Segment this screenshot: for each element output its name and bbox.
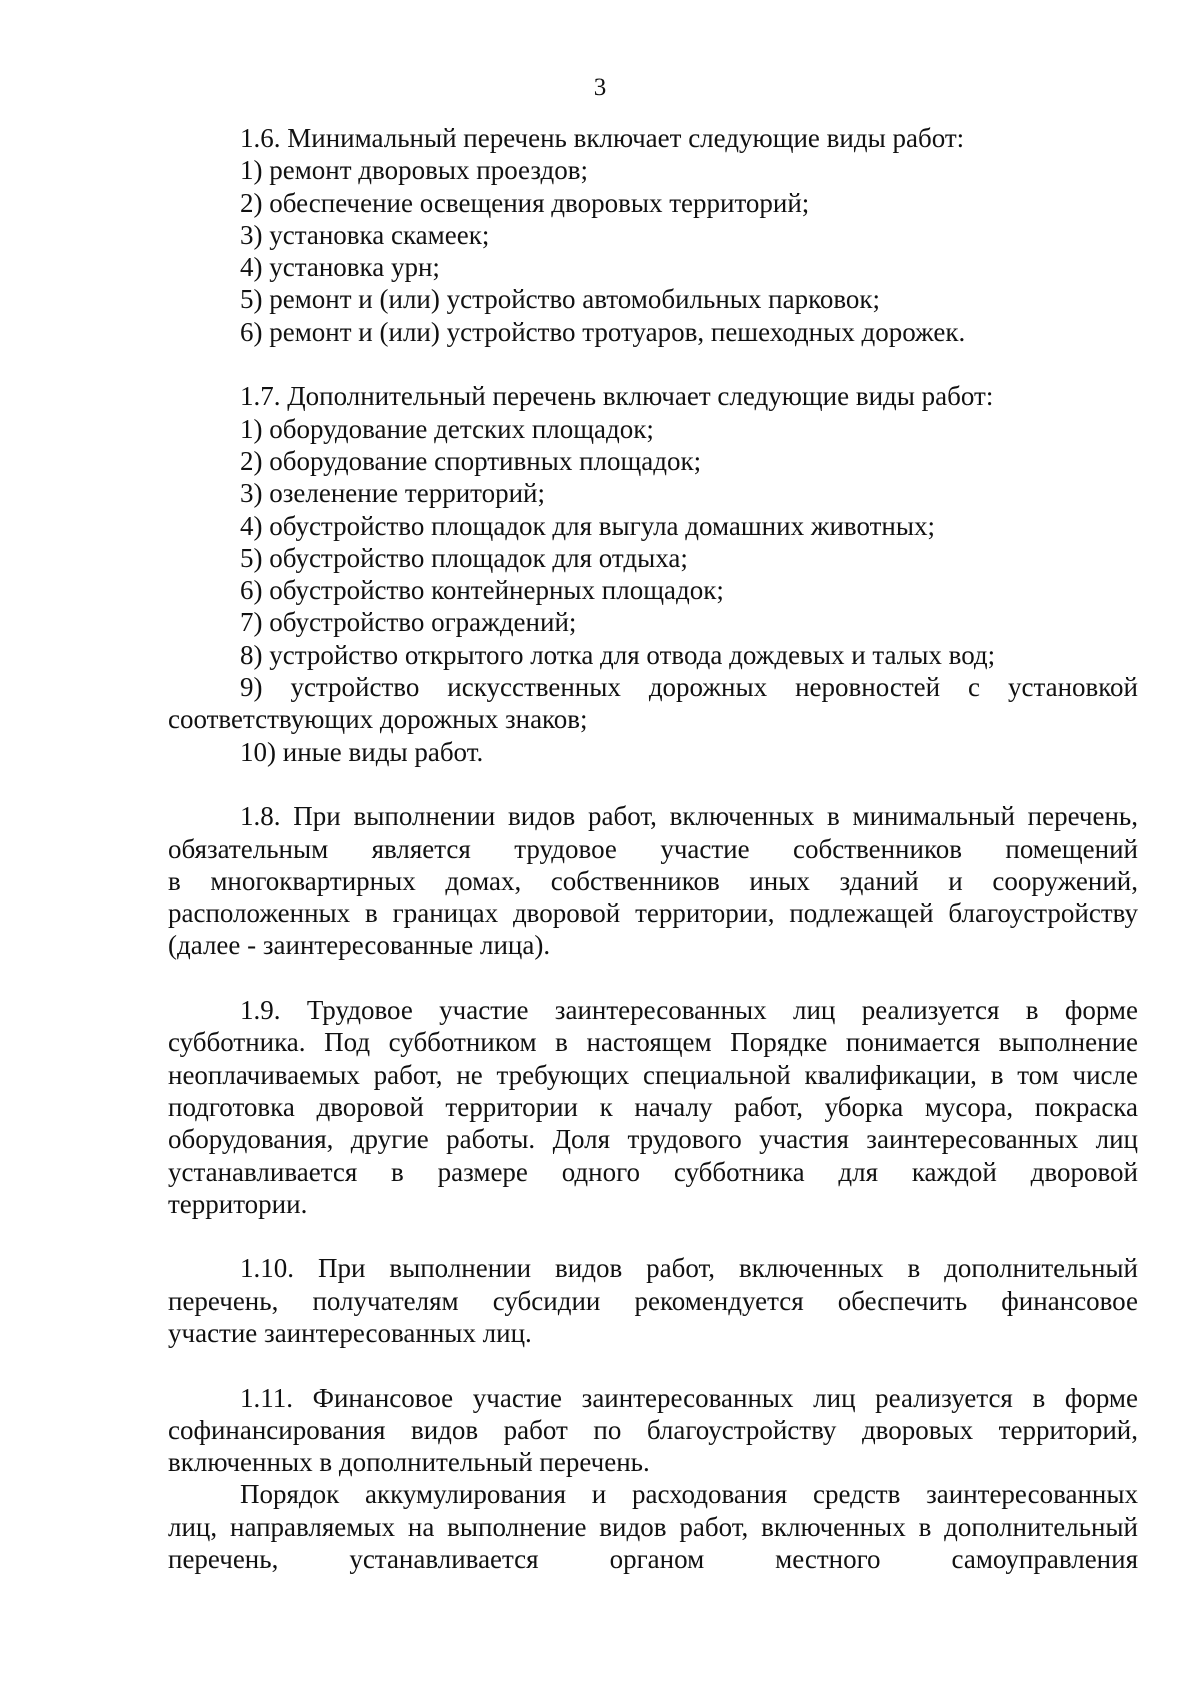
paragraph-line: подготовка дворовой территории к началу работ, уборка мусора, покраска [168, 1091, 1138, 1122]
paragraph-line: субботника. Под субботником в настоящем Порядке понимается выполнение [168, 1027, 1138, 1058]
paragraph-line: устанавливается в размере одного субботника для каждой дворовой [168, 1156, 1138, 1187]
paragraph-line: перечень, устанавливается органом местного самоуправления [168, 1544, 1138, 1575]
paragraph-line: в многоквартирных домах, собственников иных зданий и сооружений, [168, 865, 1138, 896]
paragraph-line: 1.9. Трудовое участие заинтересованных лиц реализуется в форме [240, 995, 1138, 1026]
section-1-6-heading: 1.6. Минимальный перечень включает следующие виды работ: [240, 123, 965, 153]
list-item-10: 10) иные виды работ. [240, 736, 484, 767]
section-1-8 [168, 800, 1138, 961]
list-item: 3) установка скамеек; [240, 219, 490, 250]
paragraph-gap [168, 348, 1138, 380]
paragraph-line: лиц, направляемых на выполнение видов работ, включенных в дополнительный [168, 1511, 1138, 1542]
list-item: 4) обустройство площадок для выгула домашних животных; [240, 510, 936, 541]
paragraph-line: обязательным является трудовое участие собственников помещений [168, 833, 1138, 864]
paragraph-gap [168, 962, 1138, 994]
list-item: 2) оборудование спортивных площадок; [240, 445, 702, 476]
paragraph-line: 1.11. Финансовое участие заинтересованных лиц реализуется в форме [240, 1382, 1138, 1413]
paragraph-gap [168, 1349, 1138, 1381]
list-item: 1) оборудование детских площадок; [240, 413, 654, 444]
list-item: 1) ремонт дворовых проездов; [240, 155, 589, 186]
list-item-9-line-1: 9) устройство искусственных дорожных неровностей с установкой [240, 672, 1138, 703]
paragraph-line: включенных в дополнительный перечень. [168, 1447, 650, 1478]
paragraph-line: Порядок аккумулирования и расходования средств заинтересованных [240, 1479, 1138, 1510]
list-item: 6) ремонт и (или) устройство тротуаров, пешеходных дорожек. [240, 316, 966, 347]
list-item: 5) обустройство площадок для отдыха; [240, 542, 688, 573]
paragraph-line: участие заинтересованных лиц. [168, 1317, 532, 1348]
paragraph-line: перечень, получателям субсидии рекомендуется обеспечить финансовое [168, 1285, 1138, 1316]
section-1-11 [168, 1382, 1138, 1576]
document-body [168, 122, 1138, 1575]
section-1-9 [168, 994, 1138, 1220]
paragraph-line: (далее - заинтересованные лица). [168, 930, 551, 961]
list-item: 3) озеленение территорий; [240, 478, 545, 509]
paragraph-line: неоплачиваемых работ, не требующих специальной квалификации, в том числе [168, 1059, 1138, 1090]
section-1-10 [168, 1252, 1138, 1349]
page-number: 3 [593, 74, 607, 101]
list-item: 7) обустройство ограждений; [240, 607, 577, 638]
paragraph-line: территории. [168, 1188, 308, 1219]
paragraph-line: 1.8. При выполнении видов работ, включенных в минимальный перечень, [240, 801, 1138, 832]
section-1-7-heading: 1.7. Дополнительный перечень включает следующие виды работ: [240, 381, 994, 412]
list-item: 6) обустройство контейнерных площадок; [240, 575, 724, 606]
list-item: 8) устройство открытого лотка для отвода дождевых и талых вод; [240, 639, 996, 670]
list-item: 5) ремонт и (или) устройство автомобильных парковок; [240, 284, 881, 315]
paragraph-gap [168, 768, 1138, 800]
paragraph-line: софинансирования видов работ по благоустройству дворовых территорий, [168, 1414, 1138, 1445]
paragraph-line: оборудования, другие работы. Доля трудового участия заинтересованных лиц [168, 1124, 1138, 1155]
list-item-9-line-2: соответствующих дорожных знаков; [168, 704, 588, 735]
list-item: 2) обеспечение освещения дворовых территорий; [240, 187, 810, 218]
section-1-7 [168, 380, 1138, 768]
paragraph-line: 1.10. При выполнении видов работ, включенных в дополнительный [240, 1253, 1138, 1284]
paragraph-line: расположенных в границах дворовой территории, подлежащей благоустройству [168, 898, 1138, 929]
section-1-6 [168, 122, 1138, 348]
paragraph-gap [168, 1220, 1138, 1252]
list-item: 4) установка урн; [240, 252, 440, 283]
